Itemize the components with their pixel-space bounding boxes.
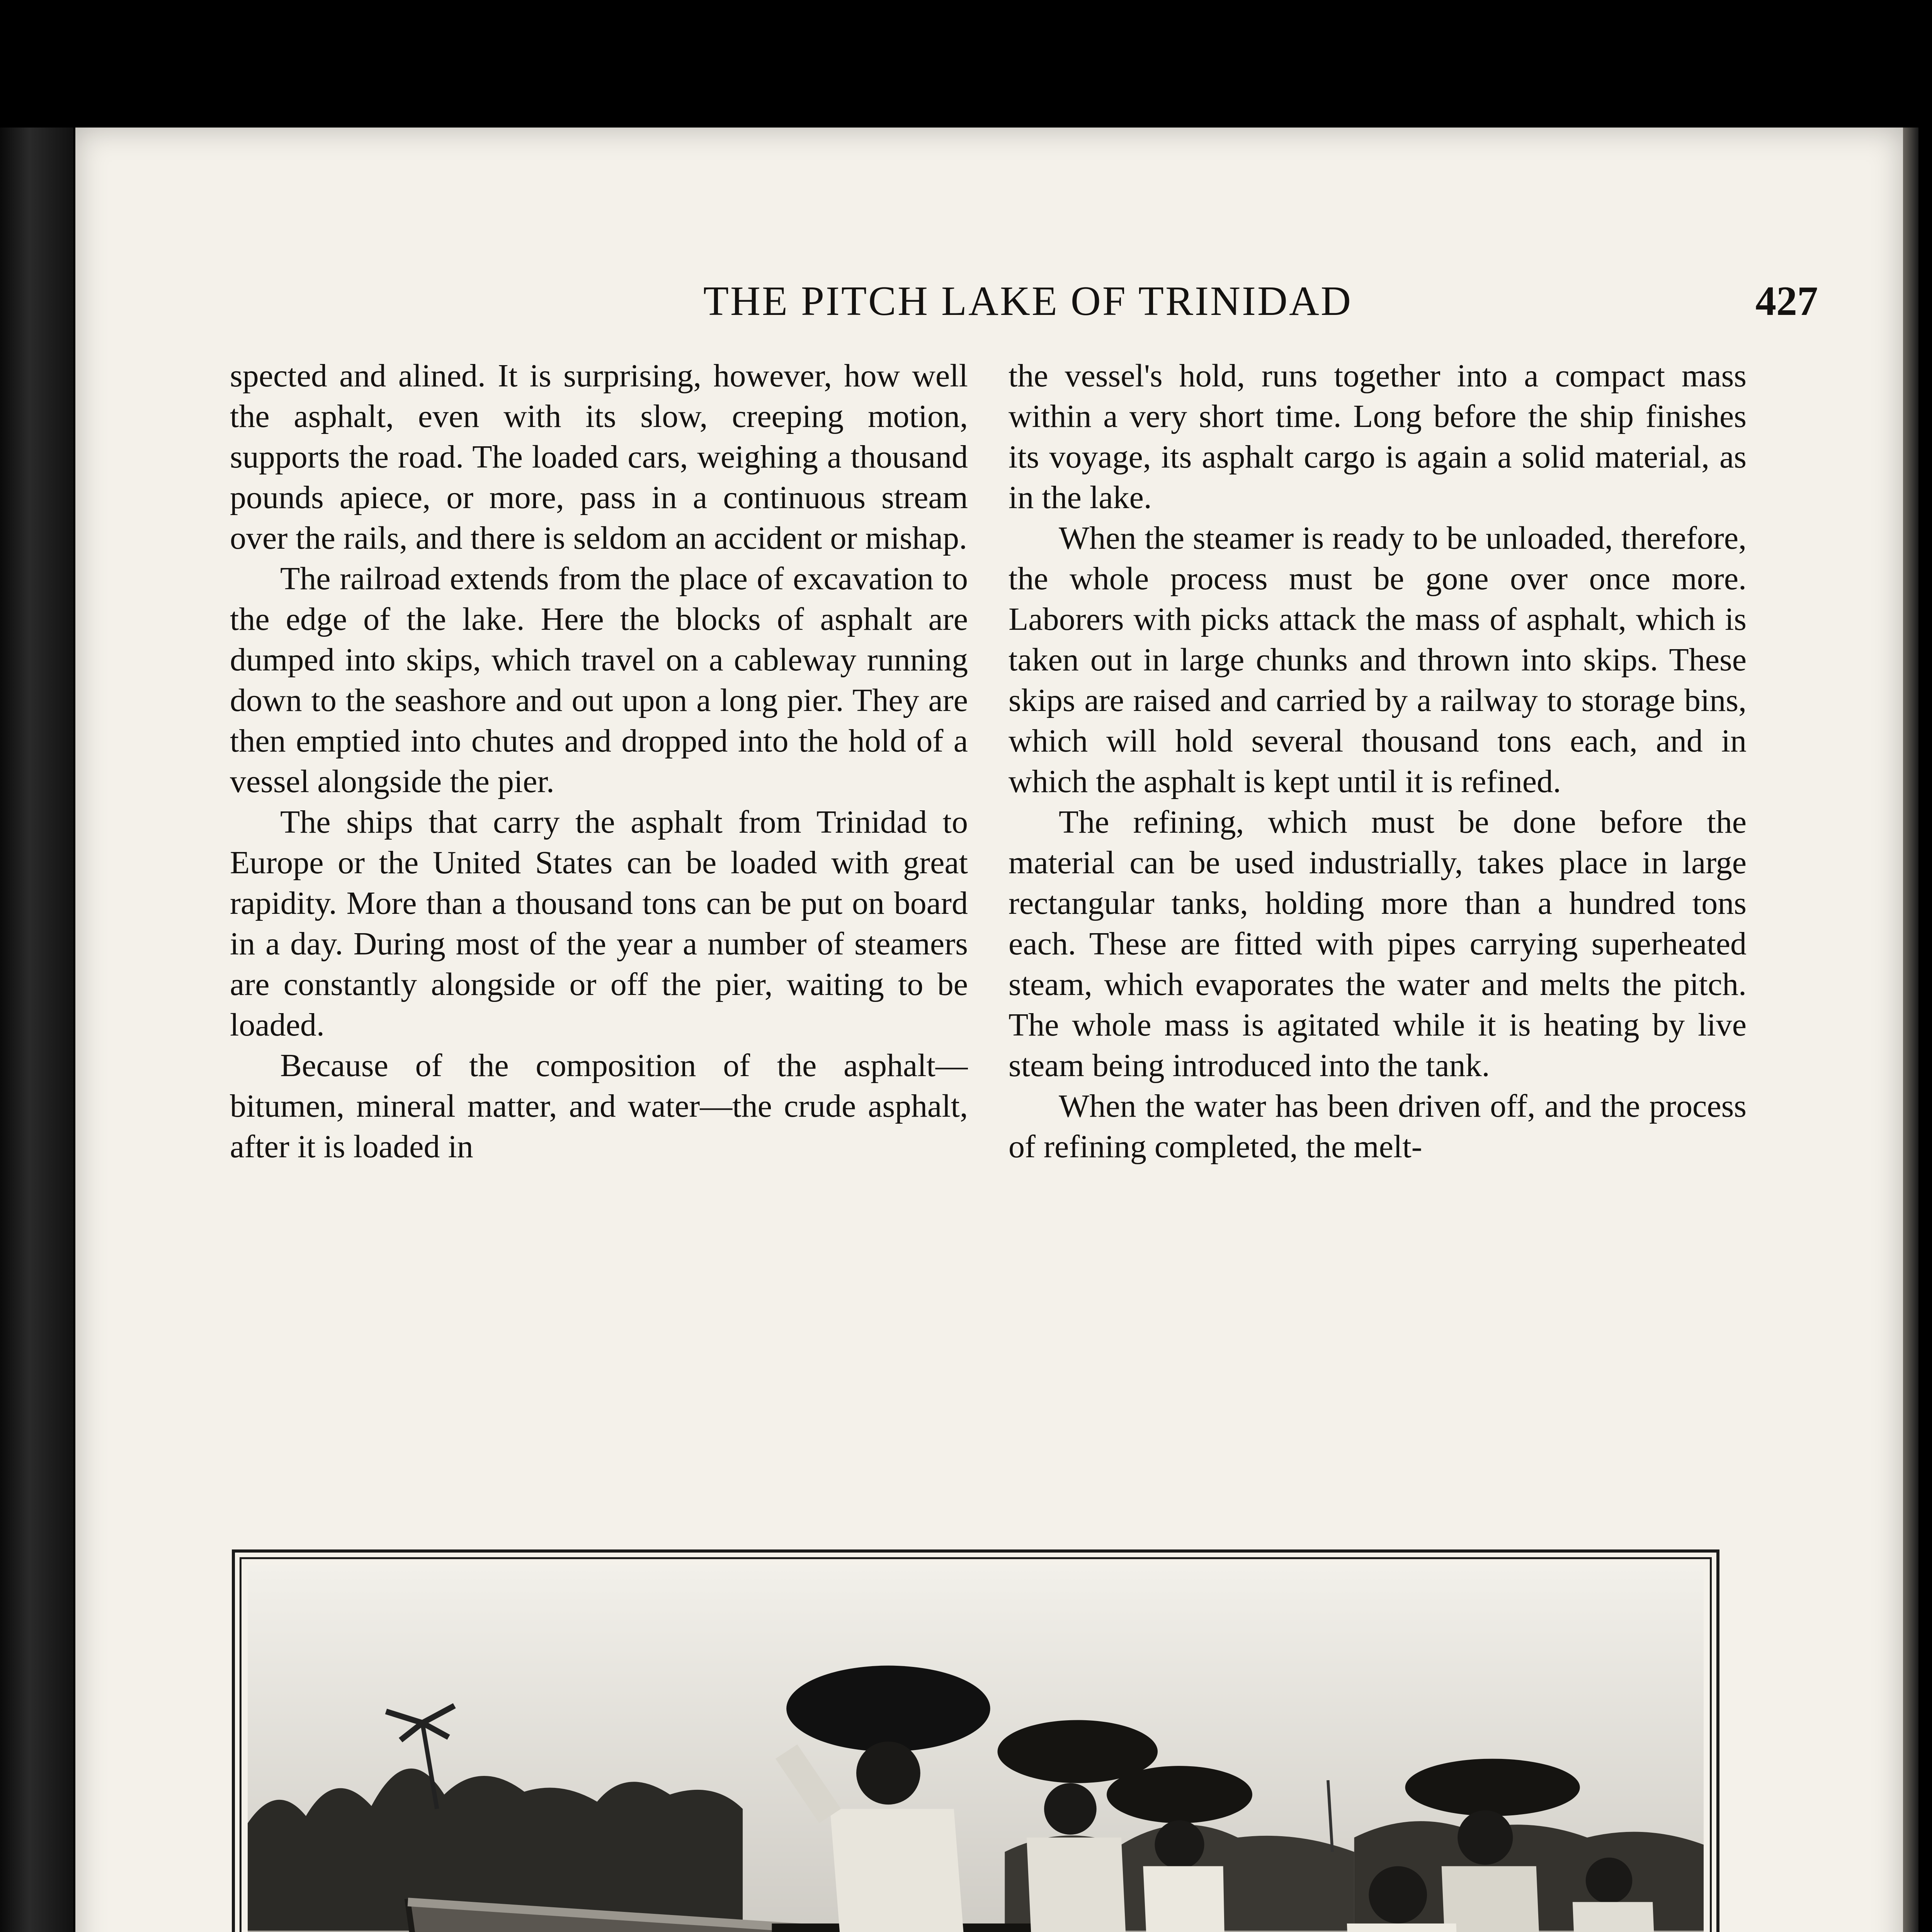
paragraph: Because of the composition of the asphalt—bitumen, mineral matter, and water—the crude asphalt, after it is loaded in [230,1048,968,1165]
text-column-left [230,355,968,1522]
photo-frame [232,1549,1719,1932]
text-column-right [1009,355,1747,1522]
paragraph: The refining, which must be done before the material can be used industrially, takes place in large rectangular tanks, holding more than a hundred tons each. These are fitted with pipes carrying superheated steam, which evaporates the water and melts the pitch. The whole mass is agitated while it is heating by live steam being introduced into the tank. [1009,804,1747,1083]
facing-page-edge [0,128,73,1932]
running-title: THE PITCH LAKE OF TRINIDAD [703,278,1352,324]
paragraph: When the steamer is ready to be unloaded, therefore, the whole process must be gone over once more. Laborers with picks attack the mass of asphalt, which is taken out in large chunks and thrown into skips. These skips are raised and carried by a railway to storage bins, which will hold several thousand tons each, and in which the asphalt is kept until it is refined. [1009,520,1747,799]
paragraph: spected and alined. It is surprising, however, how well the asphalt, even with its slow, creeping motion, supports the road. The loaded cars, weighing a thousand pounds apiece, or more, pass in a continuous stream over the rails, and there is seldom an accident or mishap. [230,358,968,556]
page-number: 427 [1755,278,1818,324]
paragraph: the vessel's hold, runs together into a compact mass within a very short time. Long before the ship finishes its voyage, its asphalt cargo is again a solid material, as in the lake. [1009,358,1747,515]
magazine-page [75,128,1903,1932]
running-header [75,274,1903,328]
page-edge-shadow [1903,128,1918,1932]
photograph-asphalt-workers [248,1565,1704,1932]
paragraph: The railroad extends from the place of excavation to the edge of the lake. Here the blocks of asphalt are dumped into skips, which travel on a cableway running down to the seashore and out upon a long pier. They are then emptied into chutes and dropped into the hold of a vessel alongside the pier. [230,561,968,799]
paragraph: The ships that carry the asphalt from Trinidad to Europe or the United States can be loaded with great rapidity. More than a thousand tons can be put on board in a day. During most of the year a number of steamers are constantly alongside or off the pier, waiting to be loaded. [230,804,968,1043]
paragraph: When the water has been driven off, and the process of refining completed, the melt- [1009,1088,1747,1165]
